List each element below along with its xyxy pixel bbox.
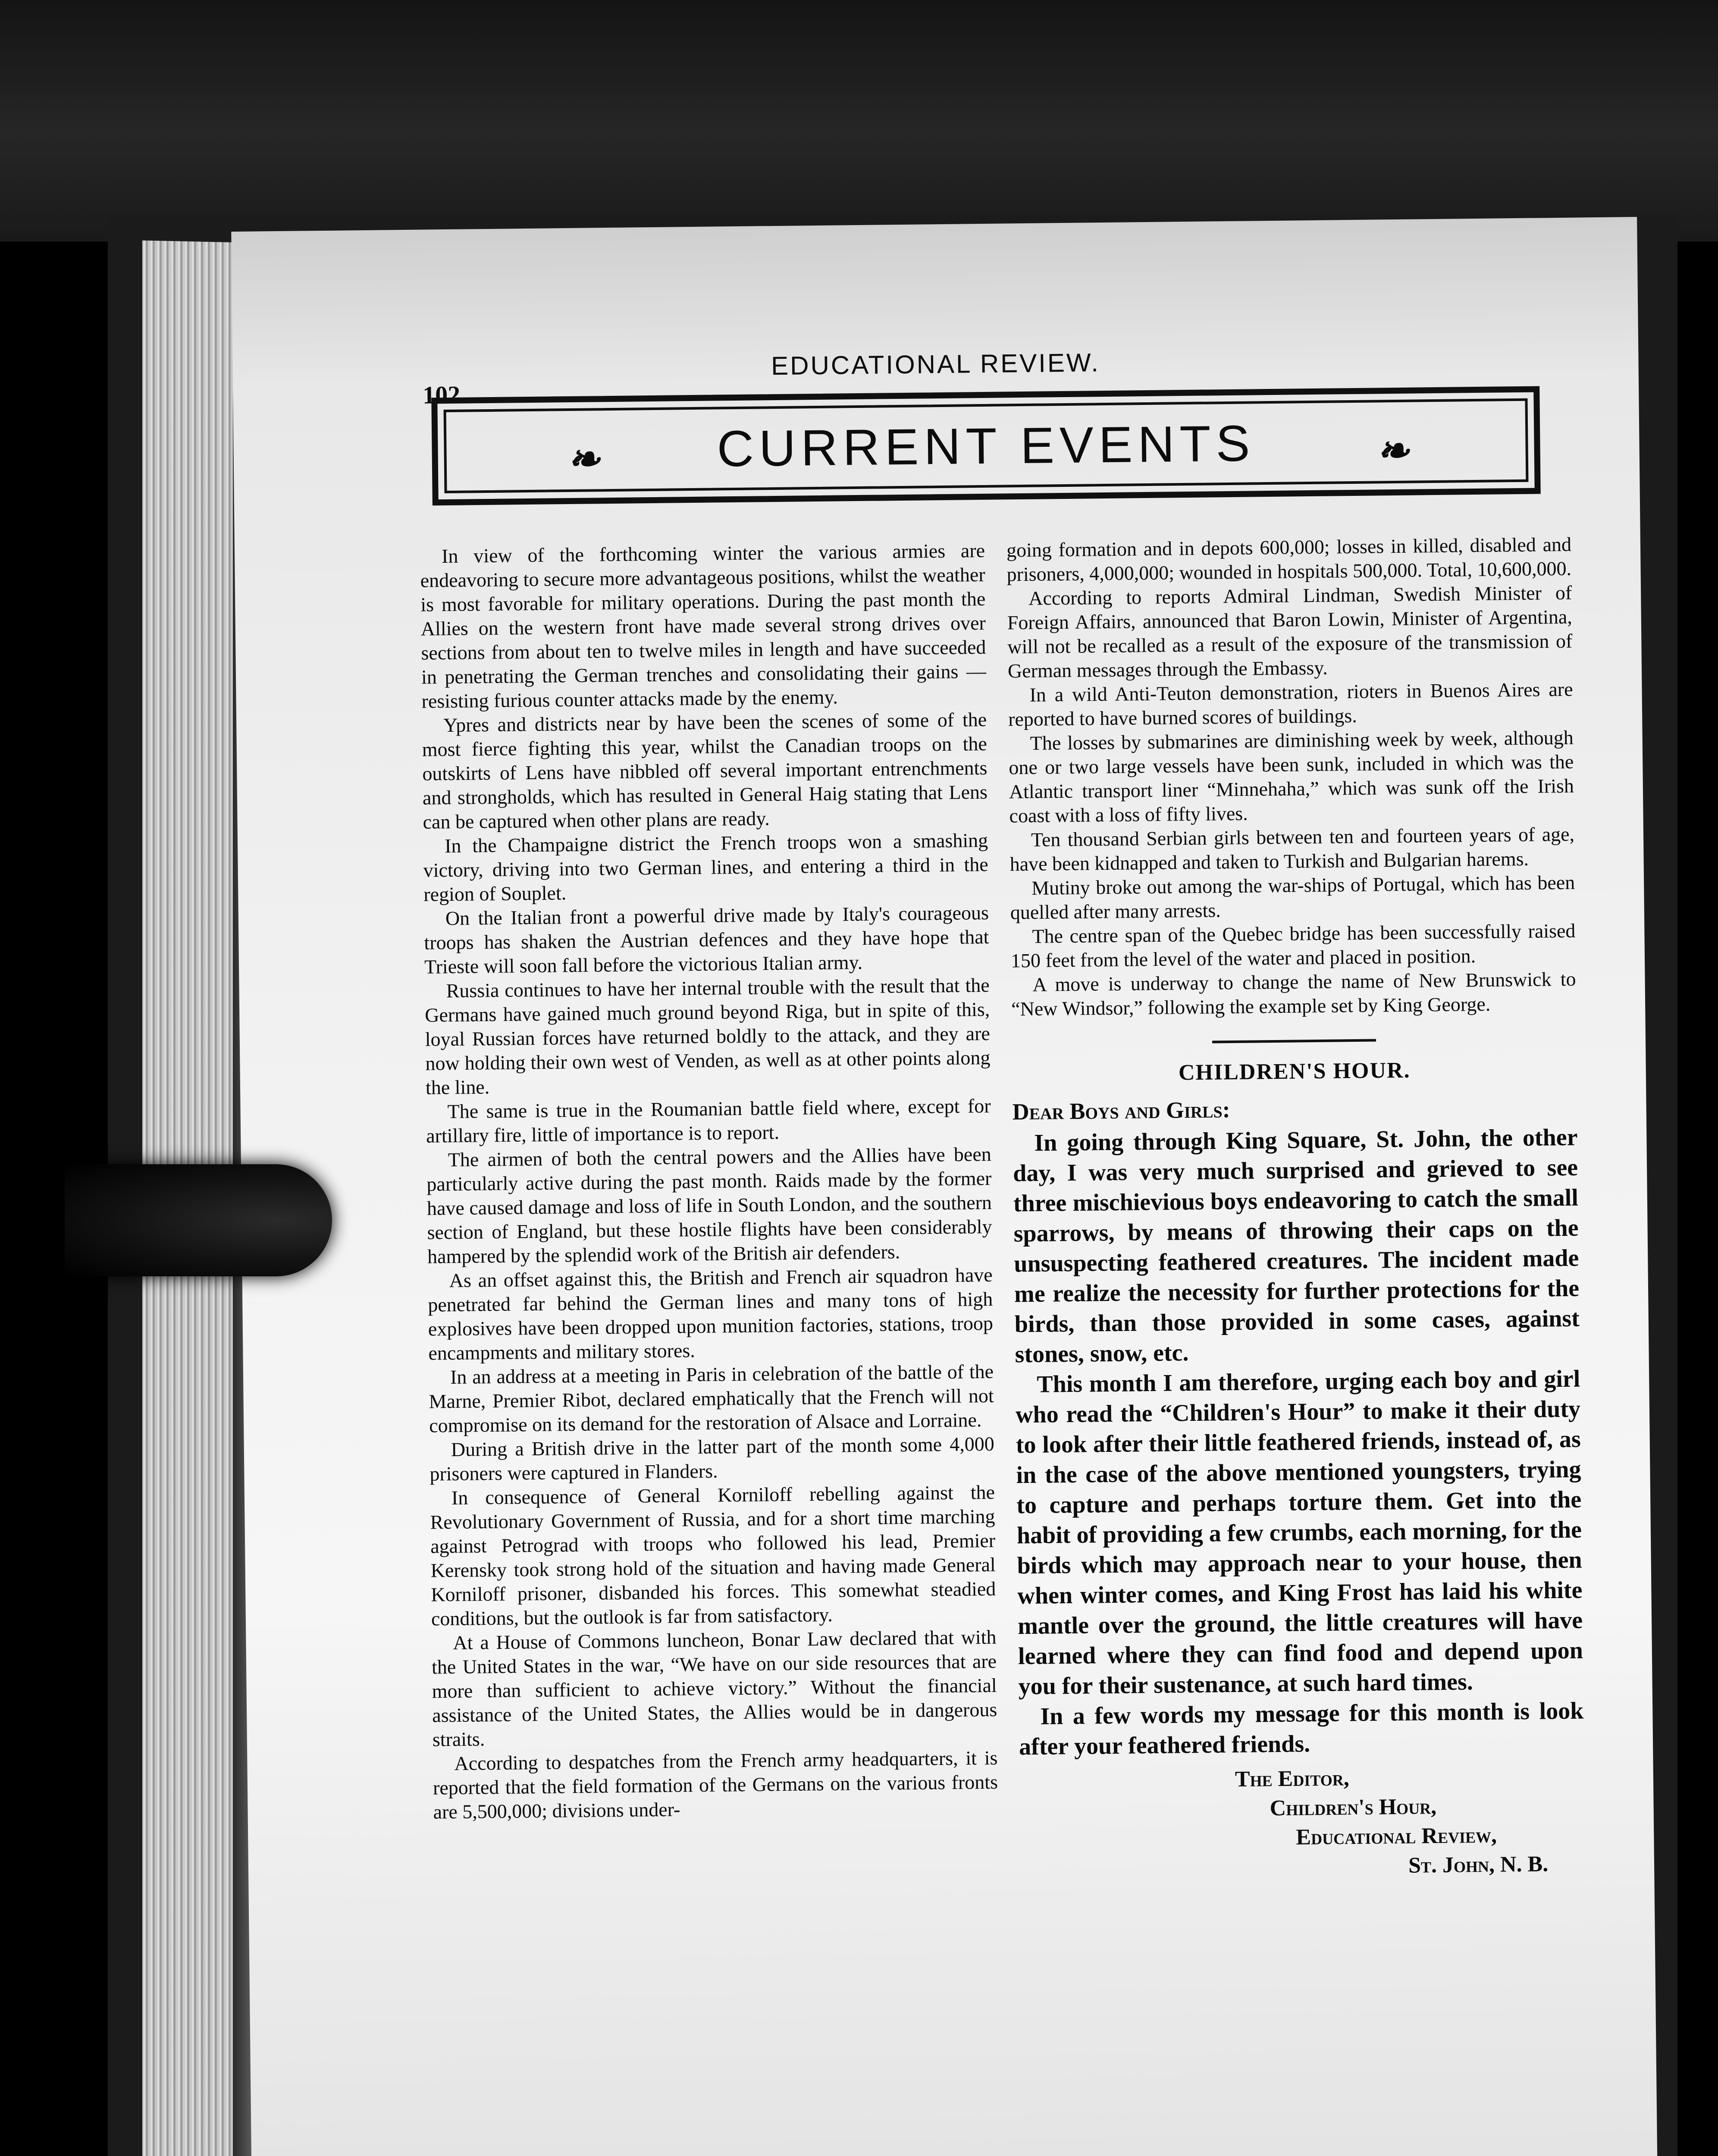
page-title: CURRENT EVENTS [717,415,1255,478]
paragraph: Ypres and districts near by have been the scenes of some of the most fierce fighting this year, whilst the Canadian troops on the outskirts of Lens have nibbled off several important entrenchments and strongholds, which has resulted in General Haig stating that Lens can be captured when other plans are ready. [422,708,988,833]
right-column [1006,533,1586,1885]
signature-line: The Editor, [1235,1766,1349,1792]
paragraph: Russia continues to have her internal trouble with the result that the Germans have gained much ground beyond Riga, but in spite of this, loyal Russian forces have returned boldly to the attack, and they are now holding their own west of Venden, as well as at other points along the line. [424,974,991,1099]
page-number: 102 [422,380,461,409]
section-heading: CHILDREN'S HOUR. [1178,1058,1411,1085]
finger-shadow [65,1164,332,1276]
paragraph: In an address at a meeting in Paris in celebration of the battle of the Marne, Premier Ribot, declared emphatically that the French will not compromise on its demand for the restoration of Alsace and Lorraine. [429,1360,994,1437]
signature-line: Educational Review, [1296,1823,1497,1850]
signature-line: Children's Hour, [1270,1794,1437,1821]
running-head: EDUCATIONAL REVIEW. [771,348,1100,381]
paragraph-continuation: going formation and in depots 600,000; losses in killed, disabled and prisoners, 4,000,000; wounded in hospitals 500,000. Total, 10,600,000. [1006,533,1572,586]
paragraph: A move is underway to change the name of New Brunswick to “New Windsor,” following the example set by King George. [1011,968,1576,1020]
signature-line: St. John, N. B. [1408,1852,1549,1878]
paragraph: During a British drive in the latter part of the month some 4,000 prisoners were captured in Flanders. [430,1432,995,1485]
paragraph: The airmen of both the central powers and the Allies have been particularly active during the past month. Raids made by the former have caused damage and loss of life in South London, and the southern section of England, but these hostile flights have been considerably hampered by the splendid work of the British air defenders. [426,1143,992,1268]
paragraph: In consequence of General Korniloff rebelling against the Revolutionary Government of Russia, and for a short time marching against Petrograd with troops who followed his lead, Premier Kerensky took strong hold of the situation and having made General Korniloff prisoner, disbanded his forces. This somewhat steadied conditions, but the outlook is far from satisfactory. [430,1481,996,1630]
paragraph: According to despatches from the French army headquarters, it is reported that the field formation of the Germans on the various fronts are 5,500,000; divisions under- [433,1746,998,1823]
childrens-hour-letter [1013,1122,1584,1762]
paragraph: In a wild Anti-Teuton demonstration, rioters in Buenos Aires are reported to have burned scores of buildings. [1008,678,1573,730]
signature-block [1019,1761,1586,1885]
left-column [420,539,998,1824]
paragraph: In the Champaigne district the French troops won a smashing victory, driving into two German lines, and entering a third in the region of Souplet. [423,829,988,906]
letter-paragraph: In a few words my message for this month is look after your feathered friends. [1019,1697,1584,1761]
paragraph: At a House of Commons luncheon, Bonar Law declared that with the United States in the war, “We have on our side resources that are more than sufficient to achieve victory.” Without the financial assistance of the United States, the Allies would be in dangerous straits. [431,1626,997,1751]
paragraph: According to reports Admiral Lindman, Swedish Minister of Foreign Affairs, announced that Baron Lowin, Minister of Argentina, will not be recalled as a result of the exposure of the transmission of German messages through the Embassy. [1007,581,1573,682]
title-box [431,386,1540,505]
letter-paragraph: In going through King Square, St. John, the other day, I was very much surprised and grieved to see three mischievious boys endeavoring to catch the small sparrows, by means of throwing their caps on the unsuspecting feathered creatures. The incident made me realize the necessity for further protections for the birds, than those provided in some cases, against stones, snow, etc. [1013,1124,1580,1368]
paragraph: In view of the forthcoming winter the various armies are endeavoring to secure more advantageous positions, whilst the weather is most favorable for military operations. During the past month the Allies on the western front have made several strong drives over sections from about ten to twelve miles in length and have succeeded in penetrating the German trenches and consolidating their gains — resisting furious counter attacks made by the enemy. [420,539,987,712]
paragraph: On the Italian front a powerful drive made by Italy's courageous troops has shaken the Austrian defences and they have hope that Trieste will soon fall before the victorious Italian army. [424,901,989,978]
paragraph: The same is true in the Roumanian battle field where, except for artillary fire, little of importance is to report. [426,1094,991,1147]
paragraph: As an offset against this, the British and French air squadron have penetrated far behind the German lines and many tons of high explosives have been dropped upon munition factories, stations, troop encampments and military stores. [428,1263,994,1364]
paragraph: The losses by submarines are diminishing week by week, although one or two large vessels have been sunk, included in which was the Atlantic transport liner “Minnehaha,” which was sunk off the Irish coast with a loss of fifty lives. [1009,726,1574,827]
letter-paragraph: This month I am therefore, urging each boy and girl who read the “Children's Hour” to make it their duty to look after their little feathered friends, instead of, as in the case of the above mentioned youngsters, trying to capture and perhaps torture them. Get into the habit of providing a few crumbs, each morning, for the birds which may approach near to your house, then when winter comes, and King Frost has laid his white mantle over the ground, the little creatures will have learned where they can find food and depend upon you for their sustenance, at such hard times. [1015,1365,1583,1700]
paragraph: The centre span of the Quebec bridge has been successfully raised 150 feet from the level of the water and placed in position. [1010,919,1576,972]
photo-surround [0,0,1718,241]
salutation: Dear Boys and Girls: [1012,1097,1230,1125]
book-page [231,217,1658,2156]
paragraph: Mutiny broke out among the war-ships of Portugal, which has been quelled after many arrests. [1010,871,1575,924]
section-divider [1212,1039,1376,1043]
ornament-left-icon: ❧ [567,438,600,482]
paragraph: Ten thousand Serbian girls between ten and fourteen years of age, have been kidnapped and taken to Turkish and Bulgarian harems. [1009,823,1575,875]
ornament-right-icon: ❧ [1376,429,1410,473]
